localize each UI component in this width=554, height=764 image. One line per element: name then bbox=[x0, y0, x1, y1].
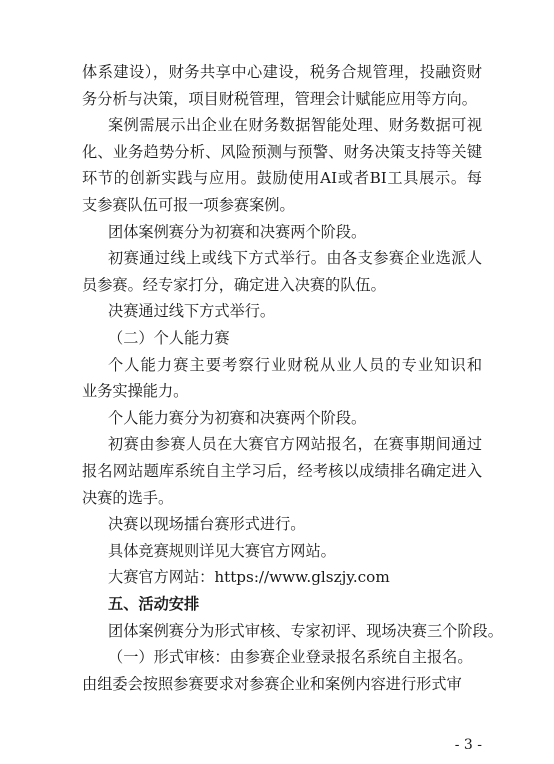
paragraph-start-line: 具体竞赛规则详见大赛官方网站。 bbox=[108, 541, 336, 560]
paragraph-start-line: 决赛通过线下方式举行。 bbox=[108, 302, 276, 321]
body-line: 化、业务趋势分析、风险预测与预警、财务决策支持等关键 bbox=[82, 142, 482, 161]
body-line: 务分析与决策，项目财税管理，管理会计赋能应用等方向。 bbox=[82, 89, 477, 108]
section-subheading: （二）个人能力赛 bbox=[108, 329, 230, 347]
body-line: 员参赛。经专家打分，确定进入决赛的队伍。 bbox=[82, 275, 386, 294]
body-line: 由组委会按照参赛要求对参赛企业和案例内容进行形式审 bbox=[82, 674, 462, 693]
body-line: 环节的创新实践与应用。鼓励使用AI或者BI工具展示。每 bbox=[82, 169, 482, 188]
section-heading: 五、活动安排 bbox=[108, 595, 200, 613]
paragraph-start-line: （一）形式审核：由参赛企业登录报名系统自主报名。 bbox=[108, 648, 473, 667]
paragraph-start-line: 初赛通过线上或线下方式举行。由各支参赛企业选派人 bbox=[108, 249, 482, 268]
website-line: 大赛官方网站：https://www.glszjy.com bbox=[108, 568, 390, 587]
paragraph-start-line: 个人能力赛分为初赛和决赛两个阶段。 bbox=[108, 408, 367, 427]
body-line: 体系建设），财务共享中心建设，税务合规管理，投融资财 bbox=[82, 63, 482, 81]
page-number: - 3 - bbox=[454, 737, 482, 753]
body-line: 报名网站题库系统自主学习后，经考核以成绩排名确定进入 bbox=[82, 462, 482, 480]
paragraph-start-line: 初赛由参赛人员在大赛官方网站报名，在赛事期间通过 bbox=[108, 435, 482, 454]
paragraph-start-line: 个人能力赛主要考察行业财税从业人员的专业知识和 bbox=[108, 355, 482, 374]
body-line: 支参赛队伍可报一项参赛案例。 bbox=[82, 196, 295, 214]
body-line: 业务实操能力。 bbox=[82, 382, 189, 401]
paragraph-start-line: 决赛以现场擂台赛形式进行。 bbox=[108, 515, 306, 534]
body-line: 决赛的选手。 bbox=[82, 488, 174, 507]
paragraph-start-line: 团体案例赛分为形式审核、专家初评、现场决赛三个阶段。 bbox=[108, 621, 503, 640]
paragraph-start-line: 案例需展示出企业在财务数据智能处理、财务数据可视 bbox=[108, 116, 482, 135]
paragraph-start-line: 团体案例赛分为初赛和决赛两个阶段。 bbox=[108, 222, 367, 241]
